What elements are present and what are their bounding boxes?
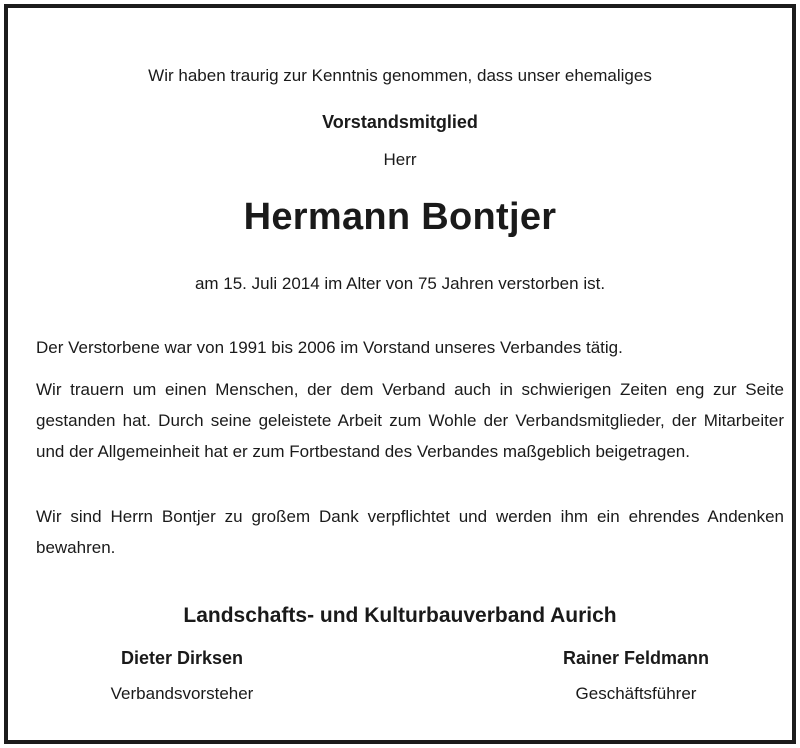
paragraph-gratitude: Wir sind Herrn Bontjer zu großem Dank verpflichtet und werden ihm ein ehrendes Andenken bewahren. — [36, 507, 784, 557]
obituary-notice-frame — [4, 4, 796, 744]
paragraph-tribute: Wir trauern um einen Menschen, der dem Verband auch in schwierigen Zeiten eng zur Seite gestanden hat. Durch seine geleistete Arbeit zum Wohle der Verbandsmitglieder, der Mitarbeiter und der Allgemeinheit hat er zum Fortbestand des Verbandes maßgeblich beigetragen. — [36, 380, 784, 461]
position-title: Vorstandsmitglied — [322, 112, 478, 132]
deceased-name: Hermann Bontjer — [243, 196, 557, 238]
signer-name: Dieter Dirksen — [120, 648, 244, 668]
signer-role: Geschäftsführer — [575, 684, 697, 703]
paragraph-board-tenure: Der Verstorbene war von 1991 bis 2006 im Vorstand unseres Verbandes tätig. — [36, 338, 623, 357]
signer-role: Verbandsvorsteher — [110, 684, 254, 703]
organization-name: Landschafts- und Kulturbauverband Aurich — [183, 604, 617, 627]
signer-name: Rainer Feldmann — [562, 648, 710, 668]
death-date-line: am 15. Juli 2014 im Alter von 75 Jahren verstorben ist. — [194, 274, 606, 293]
salutation: Herr — [383, 150, 417, 169]
intro-text: Wir haben traurig zur Kenntnis genommen, dass unser ehemaliges — [148, 66, 652, 85]
